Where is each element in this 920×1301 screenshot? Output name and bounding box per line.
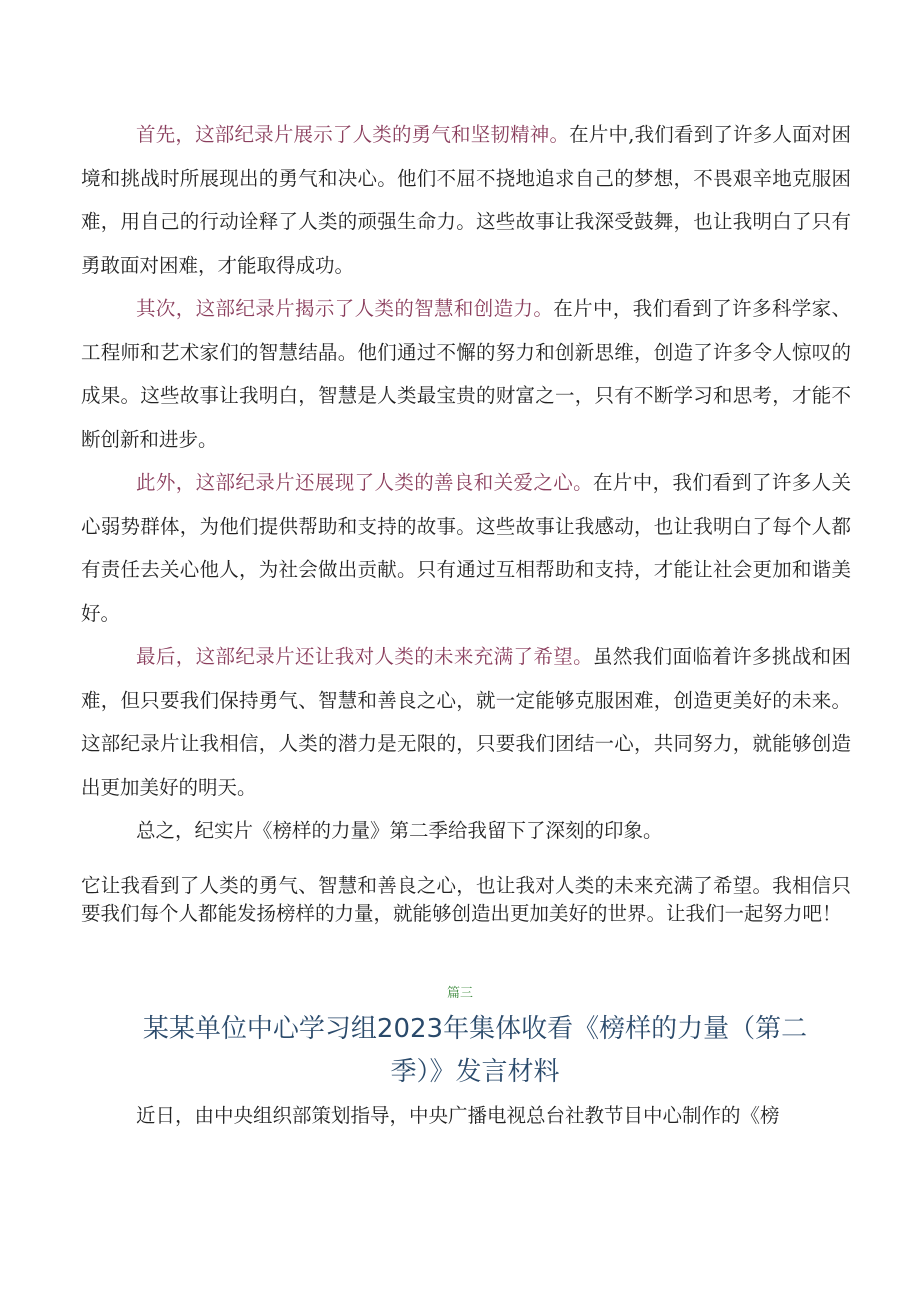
paragraph-lead: 最后，这部纪录片还让我对人类的未来充满了希望。 [136,645,594,668]
paragraph-lead: 其次，这部纪录片揭示了人类的智慧和创造力。 [136,297,554,320]
section-label: 篇三 [446,986,473,1001]
paragraph-body: 虽然我们面临着许多挑战和困难，但只要我们保持勇气、智慧和善良之心，就一定能够克服困难，创造更美好的未来。这部纪录片让我相信，人类的潜力是无限的，只要我们团结一心，共同努力，就能够创造出更加美好的明天。 [81,645,851,799]
paragraph-body: 在片中，我们看到了许多科学家、工程师和艺术家们的智慧结晶。他们通过不懈的努力和创新思维，创造了许多令人惊叹的成果。这些故事让我明白，智慧是人类最宝贵的财富之一，只有不断学习和思考，才能不断创新和进步。 [81,297,851,451]
paragraph-body: 在片中,我们看到了许多人面对困境和挑战时所展现出的勇气和决心。他们不屈不挠地追求自己的梦想，不畏艰辛地克服困难，用自己的行动诠释了人类的顽强生命力。这些故事让我深受鼓舞，也让我明白了只有勇敢面对困难，才能取得成功。 [81,123,851,277]
paragraph-intro: 近日，由中央组织部策划指导，中央广播电视总台社教节目中心制作的《榜 [136,1104,780,1127]
paragraph-body: 在片中，我们看到了许多人关心弱势群体，为他们提供帮助和支持的故事。这些故事让我感动，也让我明白了每个人都有责任去关心他人，为社会做出贡献。只有通过互相帮助和支持，才能让社会更加和谐美好。 [81,471,851,625]
paragraph-summary: 总之，纪实片《榜样的力量》第二季给我留下了深刻的印象。 [136,819,663,842]
paragraph-wisdom [81,287,851,461]
paragraph-conclusion: 它让我看到了人类的勇气、智慧和善良之心，也让我对人类的未来充满了希望。我相信只要我们每个人都能发扬榜样的力量，就能够创造出更加美好的世界。让我们一起努力吧！ [81,874,851,925]
paragraph-courage [81,113,851,287]
paragraph-lead: 此外，这部纪录片还展现了人类的善良和关爱之心。 [136,471,594,494]
paragraph-hope [81,635,851,809]
document-title: 某某单位中心学习组2023年集体收看《榜样的力量（第二季）》发言材料 [142,1014,808,1087]
paragraph-kindness [81,461,851,635]
paragraph-lead: 首先，这部纪录片展示了人类的勇气和坚韧精神。 [136,123,570,146]
